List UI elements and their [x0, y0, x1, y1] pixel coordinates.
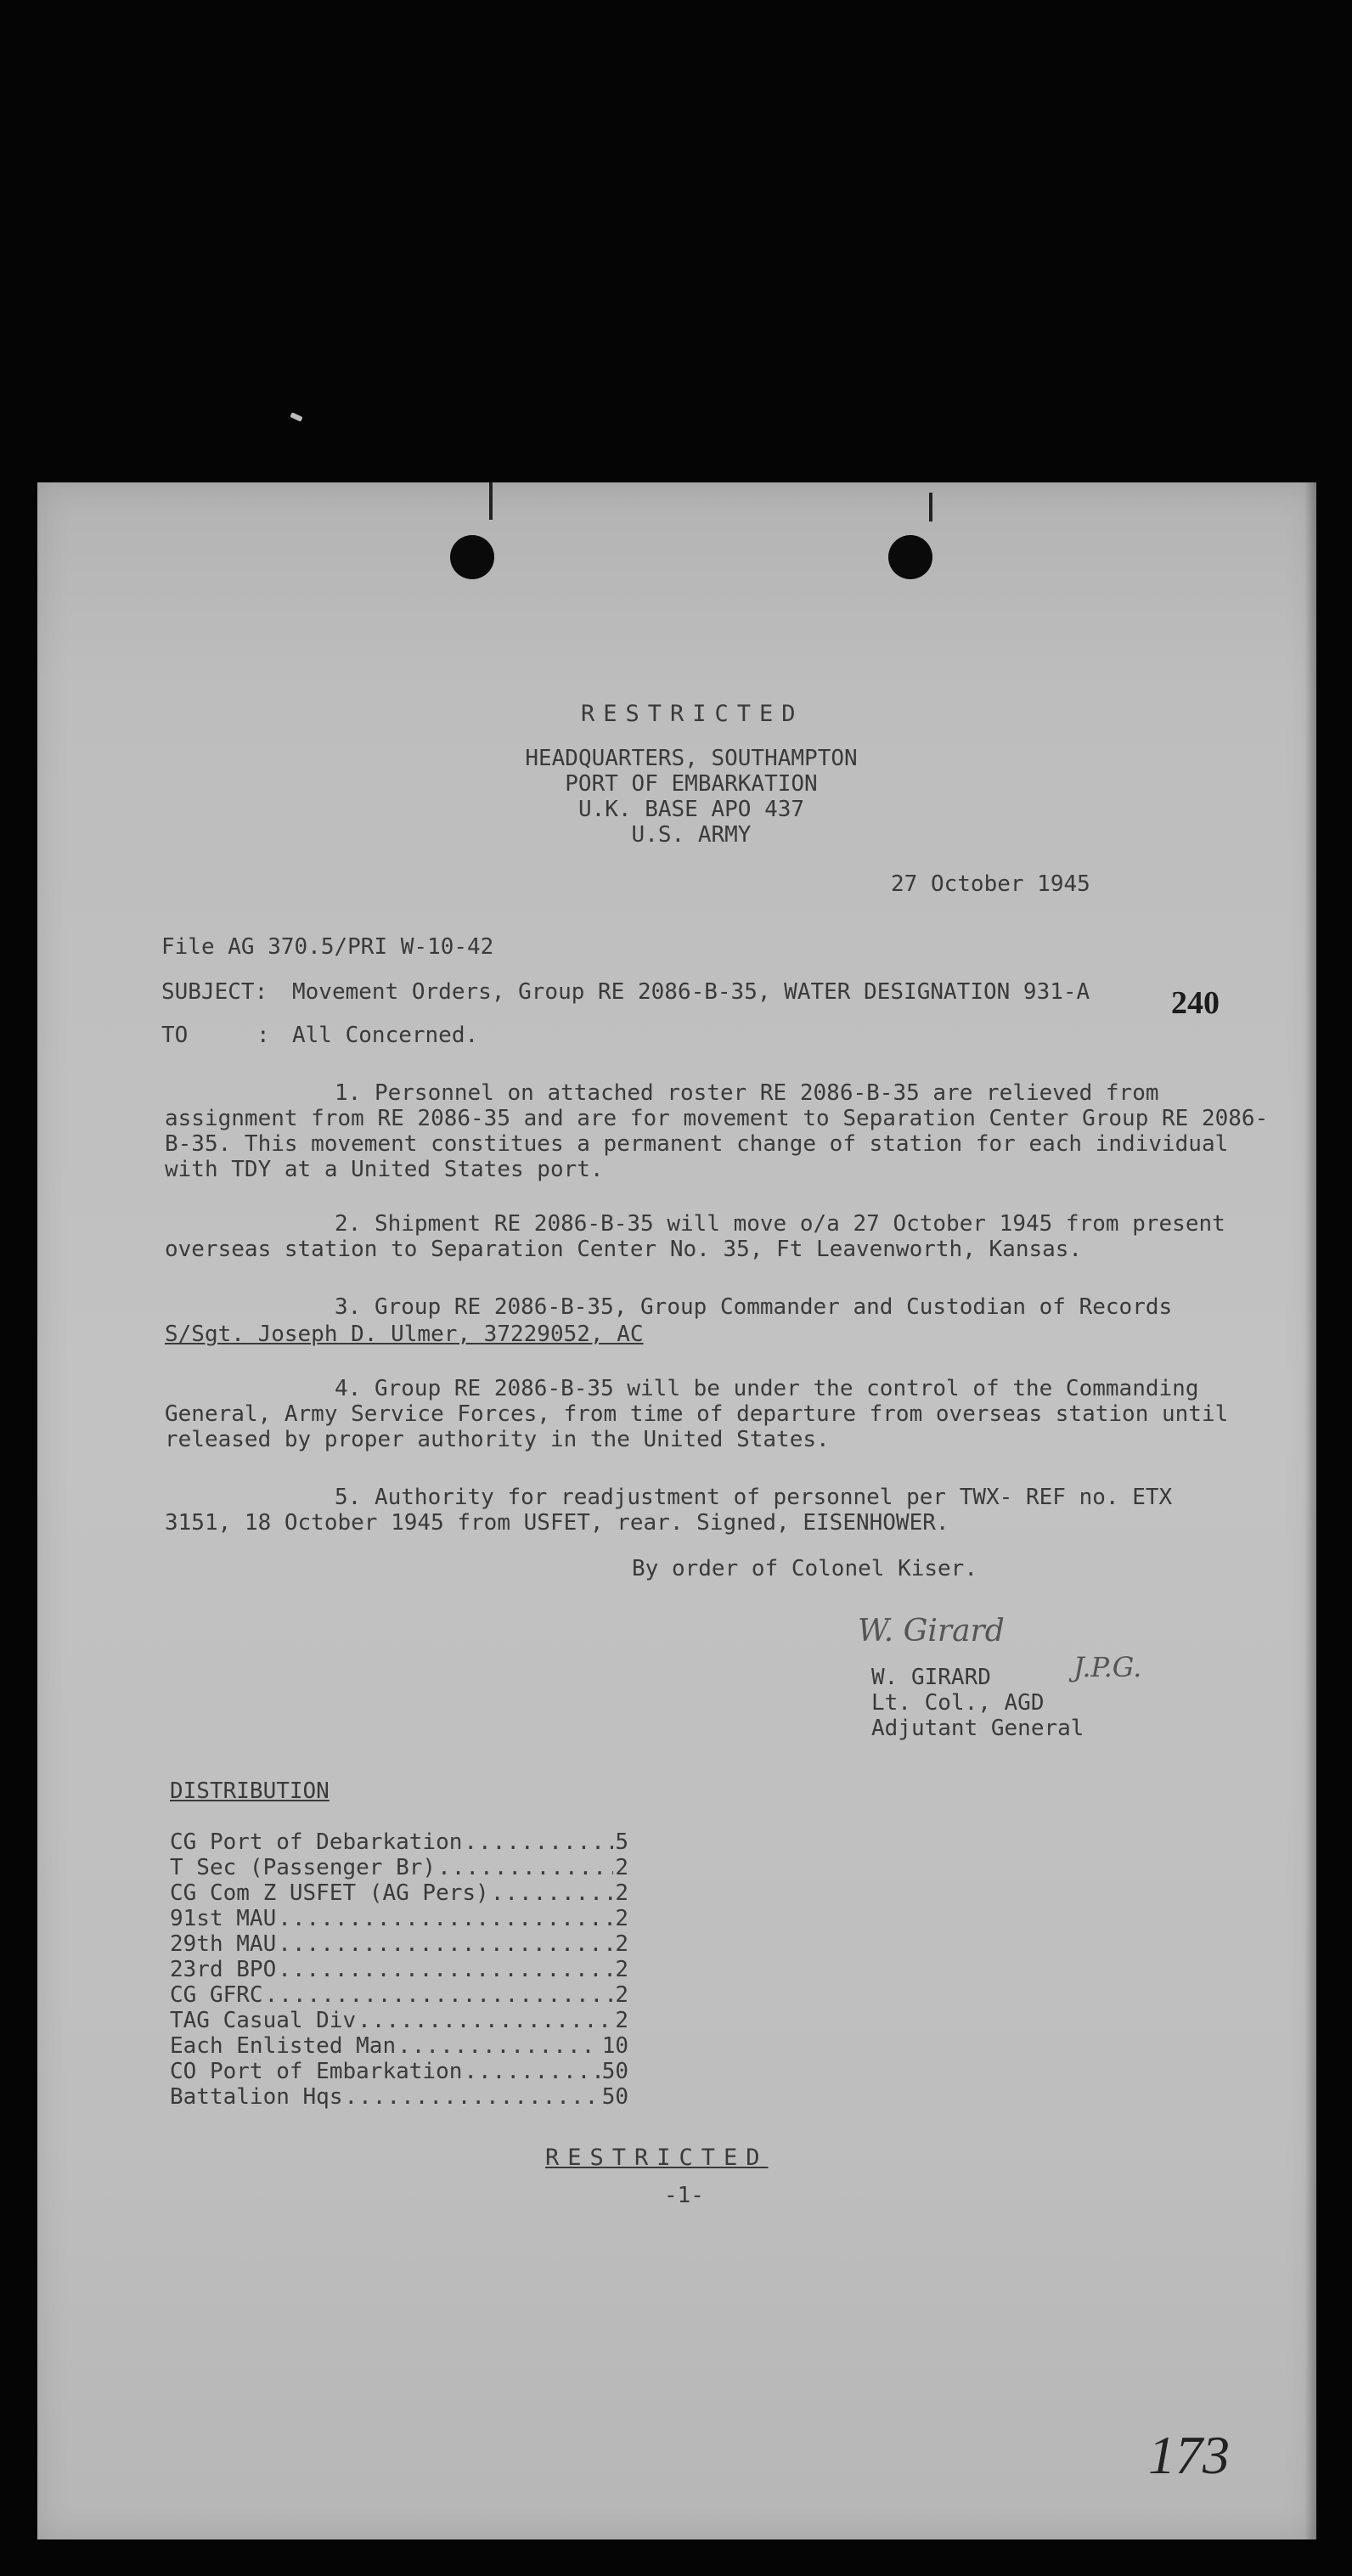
distribution-label: CO Port of Embarkation — [170, 2059, 463, 2084]
to-label: TO — [161, 1023, 189, 1048]
document-date: 27 October 1945 — [891, 871, 1090, 897]
subject-label: SUBJECT: — [161, 979, 268, 1005]
signer-title: Adjutant General — [871, 1716, 1084, 1741]
distribution-row — [170, 1906, 628, 1931]
paragraph-4-line: 4. Group RE 2086-B-35 will be under the control of the Commanding — [335, 1376, 1199, 1401]
distribution-label: 29th MAU — [170, 1931, 277, 1957]
distribution-row — [170, 1829, 628, 1855]
distribution-row — [170, 2084, 628, 2110]
distribution-label: 91st MAU — [170, 1906, 277, 1931]
leader-dots — [278, 1906, 613, 1931]
to-colon: : — [256, 1023, 270, 1048]
leader-dots — [491, 1880, 614, 1906]
paragraph-3-line: 3. Group RE 2086-B-35, Group Commander and Custodian of Records — [335, 1294, 1173, 1320]
distribution-count: 2 — [615, 1957, 628, 1982]
restricted-heading-top: RESTRICTED — [581, 701, 804, 727]
distribution-count: 2 — [615, 1880, 628, 1906]
distribution-label: TAG Casual Div — [170, 2008, 357, 2033]
distribution-count: 2 — [615, 1982, 628, 2008]
distribution-count: 2 — [615, 2008, 628, 2033]
file-reference: File AG 370.5/PRI W-10-42 — [161, 934, 494, 960]
distribution-label: Battalion Hqs — [170, 2084, 343, 2110]
paragraph-1-line: assignment from RE 2086-35 and are for movement to Separation Center Group RE 2086- — [165, 1106, 1269, 1131]
distribution-count: 5 — [615, 1829, 628, 1855]
distribution-label: 23rd BPO — [170, 1957, 277, 1982]
org-line: U.K. BASE APO 437 — [577, 797, 805, 822]
distribution-count: 2 — [615, 1855, 628, 1880]
leader-dots — [464, 1829, 613, 1855]
paragraph-2-line: overseas station to Separation Center No. 35, Ft Leavenworth, Kansas. — [165, 1237, 1083, 1262]
by-order-line: By order of Colonel Kiser. — [632, 1556, 977, 1581]
paragraph-1-line: with TDY at a United States port. — [165, 1157, 604, 1182]
distribution-row — [170, 1880, 628, 1906]
punch-hole-right — [888, 535, 932, 579]
distribution-count: 50 — [601, 2084, 628, 2110]
distribution-count: 2 — [615, 1906, 628, 1931]
distribution-count: 10 — [601, 2033, 628, 2059]
distribution-row — [170, 2059, 628, 2084]
leader-dots — [278, 1957, 613, 1982]
stamped-number: 240 — [1171, 985, 1220, 1021]
punch-hole-left — [450, 535, 494, 579]
handwritten-initials: J.P.G. — [1073, 1651, 1142, 1683]
paragraph-3-line: S/Sgt. Joseph D. Ulmer, 37229052, AC — [165, 1322, 644, 1347]
distribution-row — [170, 1931, 628, 1957]
distribution-label: CG Port of Debarkation — [170, 1829, 463, 1855]
handwritten-sheet-number: 173 — [1148, 2425, 1230, 2485]
distribution-row — [170, 2033, 628, 2059]
paragraph-1-line: 1. Personnel on attached roster RE 2086-B-35 are relieved from — [335, 1080, 1159, 1106]
document-page — [37, 482, 1316, 2539]
leader-dots — [358, 2008, 613, 2033]
paragraph-5-line: 5. Authority for readjustment of personnel per TWX- REF no. ETX — [335, 1485, 1173, 1510]
leader-dots — [278, 1931, 613, 1957]
paragraph-5-line: 3151, 18 October 1945 from USFET, rear. Signed, EISENHOWER. — [165, 1510, 949, 1536]
leader-dots — [464, 2059, 600, 2084]
page-tear-mark — [929, 493, 932, 521]
leader-dots — [265, 1982, 614, 2008]
page-label: -1- — [664, 2183, 704, 2208]
dust-speck — [290, 412, 302, 421]
distribution-count: 2 — [615, 1931, 628, 1957]
paragraph-1-line: B-35. This movement constitues a permanent change of station for each individual — [165, 1131, 1229, 1157]
page-tear-mark — [489, 482, 493, 520]
paragraph-4-line: General, Army Service Forces, from time of departure from overseas station until — [165, 1401, 1229, 1427]
distribution-row — [170, 1957, 628, 1982]
distribution-label: Each Enlisted Man — [170, 2033, 397, 2059]
distribution-count: 50 — [601, 2059, 628, 2084]
org-line: U.S. ARMY — [631, 822, 752, 848]
distribution-label: T Sec (Passenger Br) — [170, 1855, 437, 1880]
leader-dots — [397, 2033, 600, 2059]
to-text: All Concerned. — [292, 1023, 479, 1048]
leader-dots — [345, 2084, 600, 2110]
distribution-row — [170, 1982, 628, 2008]
distribution-label: CG GFRC — [170, 1982, 263, 2008]
restricted-heading-bottom: RESTRICTED — [545, 2145, 769, 2171]
distribution-row — [170, 1855, 628, 1880]
subject-text: Movement Orders, Group RE 2086-B-35, WATER DESIGNATION 931-A — [292, 979, 1090, 1005]
distribution-heading: DISTRIBUTION — [170, 1778, 330, 1804]
distribution-row — [170, 2008, 628, 2033]
signer-name: W. GIRARD — [871, 1665, 991, 1690]
page-edge-shadow — [1304, 482, 1316, 2539]
paragraph-4-line: released by proper authority in the United States. — [165, 1427, 830, 1452]
leader-dots — [437, 1855, 613, 1880]
distribution-label: CG Com Z USFET (AG Pers) — [170, 1880, 489, 1906]
org-line: HEADQUARTERS, SOUTHAMPTON — [525, 746, 858, 771]
signer-rank: Lt. Col., AGD — [871, 1690, 1045, 1716]
handwritten-signature: W. Girard — [858, 1614, 1005, 1649]
paragraph-2-line: 2. Shipment RE 2086-B-35 will move o/a 27 October 1945 from present — [335, 1211, 1225, 1237]
org-line: PORT OF EMBARKATION — [565, 771, 818, 797]
